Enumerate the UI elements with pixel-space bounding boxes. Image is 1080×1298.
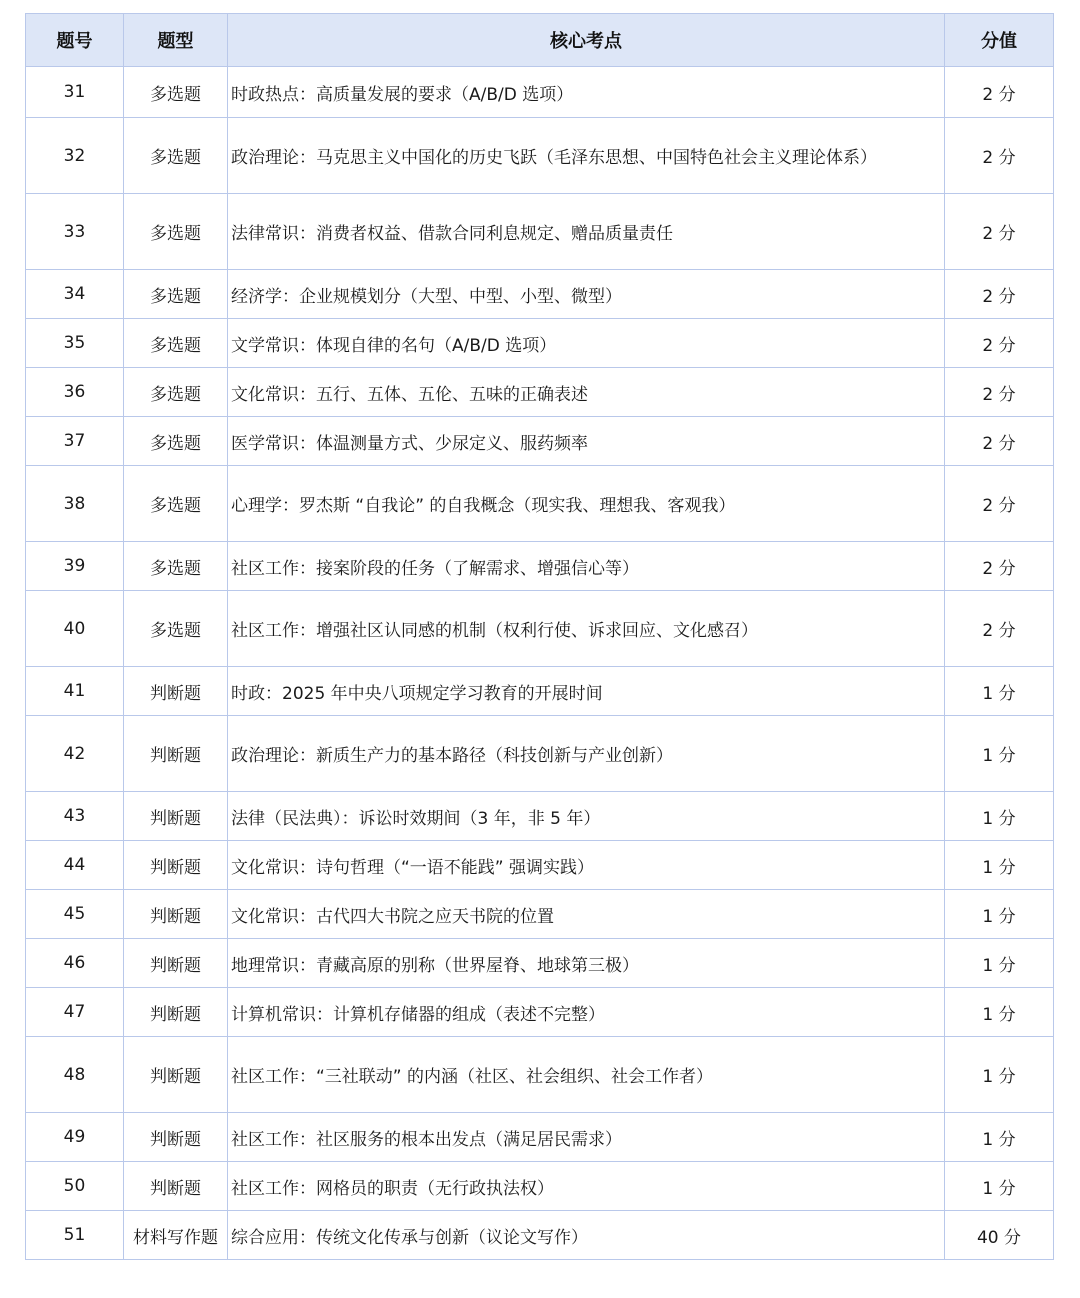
header-core-topic: 核心考点 (228, 14, 945, 67)
question-type: 多选题 (124, 466, 228, 542)
question-number: 32 (26, 118, 124, 194)
question-number: 43 (26, 792, 124, 841)
core-topic: 政治理论：新质生产力的基本路径（科技创新与产业创新） (228, 716, 945, 792)
score: 2 分 (945, 67, 1054, 118)
core-topic: 法律（民法典）：诉讼时效期间（3 年，非 5 年） (228, 792, 945, 841)
table-row (26, 792, 1054, 841)
table-row (26, 1037, 1054, 1113)
score: 2 分 (945, 319, 1054, 368)
score: 2 分 (945, 270, 1054, 319)
question-number: 41 (26, 667, 124, 716)
question-type: 多选题 (124, 591, 228, 667)
question-type: 判断题 (124, 1037, 228, 1113)
core-topic: 文化常识：古代四大书院之应天书院的位置 (228, 890, 945, 939)
question-type: 判断题 (124, 1113, 228, 1162)
score: 2 分 (945, 368, 1054, 417)
table-row (26, 841, 1054, 890)
header-question-number: 题号 (26, 14, 124, 67)
question-number: 49 (26, 1113, 124, 1162)
table-row (26, 67, 1054, 118)
question-type: 判断题 (124, 841, 228, 890)
question-number: 37 (26, 417, 124, 466)
question-number: 47 (26, 988, 124, 1037)
question-type: 判断题 (124, 890, 228, 939)
score: 1 分 (945, 792, 1054, 841)
question-number: 40 (26, 591, 124, 667)
core-topic: 地理常识：青藏高原的别称（世界屋脊、地球第三极） (228, 939, 945, 988)
table-row (26, 270, 1054, 319)
question-type: 判断题 (124, 716, 228, 792)
header-score: 分值 (945, 14, 1054, 67)
question-type: 多选题 (124, 118, 228, 194)
score: 1 分 (945, 1037, 1054, 1113)
question-number: 42 (26, 716, 124, 792)
core-topic: 社区工作：社区服务的根本出发点（满足居民需求） (228, 1113, 945, 1162)
question-type: 判断题 (124, 792, 228, 841)
table-header-row (26, 14, 1054, 67)
score: 2 分 (945, 118, 1054, 194)
core-topic: 时政：2025 年中央八项规定学习教育的开展时间 (228, 667, 945, 716)
score: 2 分 (945, 466, 1054, 542)
table-row (26, 890, 1054, 939)
core-topic: 综合应用：传统文化传承与创新（议论文写作） (228, 1211, 945, 1260)
score: 1 分 (945, 1162, 1054, 1211)
table-row (26, 667, 1054, 716)
score: 1 分 (945, 667, 1054, 716)
core-topic: 政治理论：马克思主义中国化的历史飞跃（毛泽东思想、中国特色社会主义理论体系） (228, 118, 945, 194)
core-topic: 社区工作：网格员的职责（无行政执法权） (228, 1162, 945, 1211)
core-topic: 医学常识：体温测量方式、少尿定义、服药频率 (228, 417, 945, 466)
question-type: 多选题 (124, 542, 228, 591)
score: 2 分 (945, 591, 1054, 667)
score: 2 分 (945, 194, 1054, 270)
core-topic: 法律常识：消费者权益、借款合同利息规定、赠品质量责任 (228, 194, 945, 270)
question-number: 45 (26, 890, 124, 939)
question-number: 39 (26, 542, 124, 591)
question-type: 判断题 (124, 939, 228, 988)
table-row (26, 194, 1054, 270)
score: 1 分 (945, 939, 1054, 988)
table-row (26, 988, 1054, 1037)
table-row (26, 542, 1054, 591)
table-row (26, 417, 1054, 466)
question-number: 46 (26, 939, 124, 988)
core-topic: 文化常识：诗句哲理（“一语不能践” 强调实践） (228, 841, 945, 890)
table-row (26, 466, 1054, 542)
core-topic: 心理学：罗杰斯 “自我论” 的自我概念（现实我、理想我、客观我） (228, 466, 945, 542)
table-row (26, 1113, 1054, 1162)
exam-topic-table (25, 13, 1054, 1260)
question-number: 31 (26, 67, 124, 118)
score: 1 分 (945, 716, 1054, 792)
question-number: 35 (26, 319, 124, 368)
core-topic: 文学常识：体现自律的名句（A/B/D 选项） (228, 319, 945, 368)
table-row (26, 1162, 1054, 1211)
question-type: 多选题 (124, 319, 228, 368)
core-topic: 社区工作：接案阶段的任务（了解需求、增强信心等） (228, 542, 945, 591)
question-number: 34 (26, 270, 124, 319)
question-type: 多选题 (124, 67, 228, 118)
score: 2 分 (945, 542, 1054, 591)
table-row (26, 118, 1054, 194)
core-topic: 社区工作：增强社区认同感的机制（权利行使、诉求回应、文化感召） (228, 591, 945, 667)
score: 2 分 (945, 417, 1054, 466)
table-row (26, 939, 1054, 988)
question-number: 33 (26, 194, 124, 270)
table-row (26, 319, 1054, 368)
table-row (26, 368, 1054, 417)
core-topic: 社区工作：“三社联动” 的内涵（社区、社会组织、社会工作者） (228, 1037, 945, 1113)
question-type: 判断题 (124, 988, 228, 1037)
core-topic: 时政热点：高质量发展的要求（A/B/D 选项） (228, 67, 945, 118)
table-row (26, 591, 1054, 667)
score: 40 分 (945, 1211, 1054, 1260)
question-type: 多选题 (124, 194, 228, 270)
question-number: 48 (26, 1037, 124, 1113)
table-row (26, 716, 1054, 792)
header-question-type: 题型 (124, 14, 228, 67)
score: 1 分 (945, 841, 1054, 890)
core-topic: 经济学：企业规模划分（大型、中型、小型、微型） (228, 270, 945, 319)
question-type: 判断题 (124, 1162, 228, 1211)
question-type: 多选题 (124, 368, 228, 417)
question-number: 38 (26, 466, 124, 542)
table-row (26, 1211, 1054, 1260)
score: 1 分 (945, 1113, 1054, 1162)
question-number: 44 (26, 841, 124, 890)
core-topic: 计算机常识：计算机存储器的组成（表述不完整） (228, 988, 945, 1037)
score: 1 分 (945, 988, 1054, 1037)
core-topic: 文化常识：五行、五体、五伦、五味的正确表述 (228, 368, 945, 417)
score: 1 分 (945, 890, 1054, 939)
question-type: 多选题 (124, 270, 228, 319)
question-number: 36 (26, 368, 124, 417)
question-number: 50 (26, 1162, 124, 1211)
question-type: 材料写作题 (124, 1211, 228, 1260)
question-type: 判断题 (124, 667, 228, 716)
question-type: 多选题 (124, 417, 228, 466)
question-number: 51 (26, 1211, 124, 1260)
exam-table-container (25, 13, 1053, 1260)
